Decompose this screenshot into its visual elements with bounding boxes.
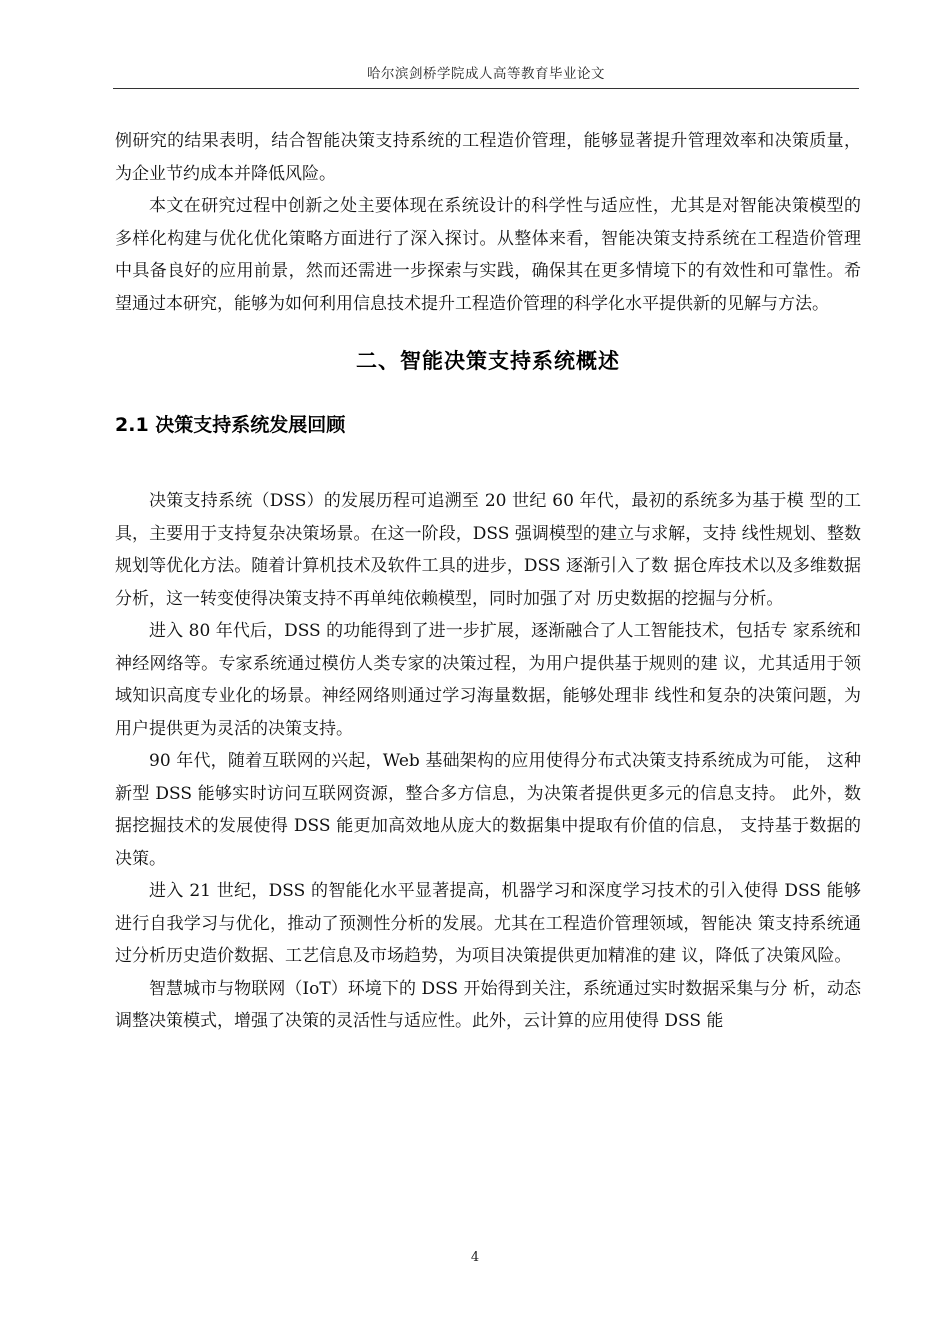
page-content [115,125,861,1038]
body-paragraph-2: 进入 80 年代后，DSS 的功能得到了进一步扩展，逐渐融合了人工智能技术，包括专 家系统和神经网络等。专家系统通过模仿人类专家的决策过程，为用户提供基于规则的建 议，尤其适用于领域知识高度专业化的场景。神经网络则通过学习海量数据，能够处理非 线性和复杂的决策问题，为用户提供更为灵活的决策支持。 [115,621,861,739]
section-title: 2.1 决策支持系统发展回顾 [115,414,346,436]
body-paragraph-5: 智慧城市与物联网（IoT）环境下的 DSS 开始得到关注，系统通过实时数据采集与分 析，动态调整决策模式，增强了决策的灵活性与适应性。此外，云计算的应用使得 DSS 能 [115,978,861,1031]
page-number: 4 [470,1250,480,1265]
body-paragraph-3: 90 年代，随着互联网的兴起，Web 基础架构的应用使得分布式决策支持系统成为可能， 这种新型 DSS 能够实时访问互联网资源，整合多方信息，为决策者提供更多元的信息支持。 此外，数据挖掘技术的发展使得 DSS 能更加高效地从庞大的数据集中提取有价值的信息， 支持基于数据的决策。 [115,751,861,869]
page-header: 哈尔滨剑桥学院成人高等教育毕业论文 [113,62,859,89]
section-spacer [115,437,861,485]
body-paragraph-4: 进入 21 世纪，DSS 的智能化水平显著提高，机器学习和深度学习技术的引入使得 DSS 能够进行自我学习与优化，推动了预测性分析的发展。尤其在工程造价管理领域，智能决 策支持系统通过分析历史造价数据、工艺信息及市场趋势，为项目决策提供更加精准的建 议，降低了决策风险。 [115,881,861,966]
intro-paragraph-1: 例研究的结果表明，结合智能决策支持系统的工程造价管理，能够显著提升管理效率和决策质量，为企业节约成本并降低风险。 [115,131,861,184]
chapter-title: 二、智能决策支持系统概述 [356,349,620,373]
body-paragraph-1: 决策支持系统（DSS）的发展历程可追溯至 20 世纪 60 年代，最初的系统多为基于模 型的工具，主要用于支持复杂决策场景。在这一阶段，DSS 强调模型的建立与求解，支持 线性规划、整数规划等优化方法。随着计算机技术及软件工具的进步，DSS 逐渐引入了数 据仓库技术以及多维数据分析，这一转变使得决策支持不再单纯依赖模型，同时加强了对 历史数据的挖掘与分析。 [115,491,861,609]
intro-paragraph-2: 本文在研究过程中创新之处主要体现在系统设计的科学性与适应性，尤其是对智能决策模型的多样化构建与优化优化策略方面进行了深入探讨。从整体来看，智能决策支持系统在工程造价管理中具备良好的应用前景，然而还需进一步探索与实践，确保其在更多情境下的有效性和可靠性。希望通过本研究，能够为如何利用信息技术提升工程造价管理的科学化水平提供新的见解与方法。 [115,196,861,314]
